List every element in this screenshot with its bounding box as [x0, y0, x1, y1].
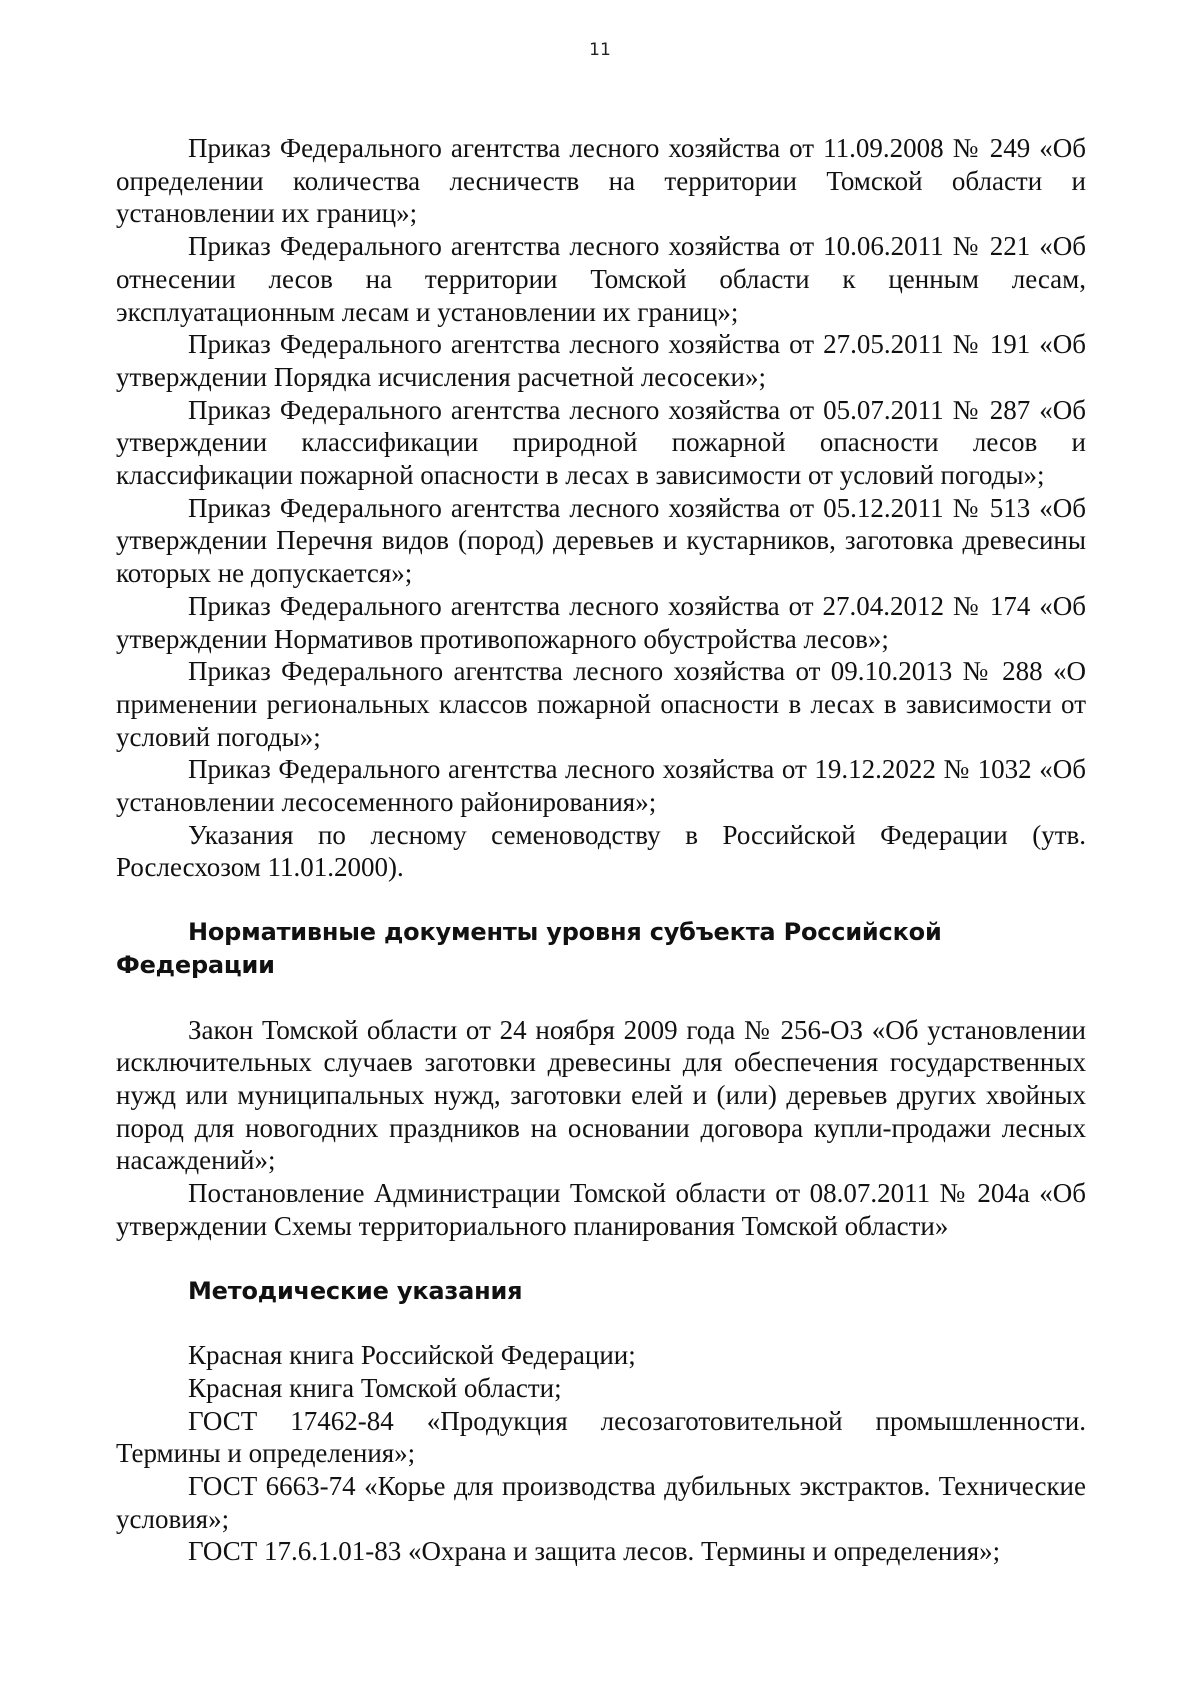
methodical-heading: Методические указания — [188, 1276, 523, 1305]
federal-item: Приказ Федерального агентства лесного хозяйства от 27.05.2011 № 191 «Об утверждении Порядка исчисления расчетной лесосеки»; — [116, 329, 1086, 392]
federal-item: Приказ Федерального агентства лесного хозяйства от 09.10.2013 № 288 «О применении региональных классов пожарной опасности в лесах в зависимости от условий погоды»; — [116, 656, 1086, 752]
regional-heading: Нормативные документы уровня субъекта Российской Федерации — [116, 918, 942, 979]
federal-item: Приказ Федерального агентства лесного хозяйства от 05.12.2011 № 513 «Об утверждении Перечня видов (пород) деревьев и кустарников, заготовка древесины которых не допускается»; — [116, 492, 1086, 589]
regional-item: Постановление Администрации Томской области от 08.07.2011 № 204а «Об утверждении Схемы территориального планирования Томской области» — [116, 1178, 1086, 1241]
page-number: 11 — [589, 40, 611, 60]
methodical-item: ГОСТ 17462-84 «Продукция лесозаготовительной промышленности. Термины и определения»; — [116, 1405, 1086, 1469]
federal-item: Приказ Федерального агентства лесного хозяйства от 19.12.2022 № 1032 «Об установлении лесосеменного районирования»; — [116, 754, 1086, 818]
methodical-item: Красная книга Томской области; — [188, 1372, 562, 1403]
federal-item: Указания по лесному семеноводству в Российской Федерации (утв. Рослесхозом 11.01.2000). — [116, 819, 1086, 883]
federal-item: Приказ Федерального агентства лесного хозяйства от 05.07.2011 № 287 «Об утверждении классификации природной пожарной опасности лесов и классификации пожарной опасности в лесах в зависимости от условий погоды»; — [116, 394, 1086, 491]
section-gap — [116, 884, 1086, 916]
methodical-item: ГОСТ 6663-74 «Корье для производства дубильных экстрактов. Технические условия»; — [116, 1471, 1086, 1534]
section-gap — [116, 1307, 1086, 1339]
regional-item: Закон Томской области от 24 ноября 2009 года № 256-ОЗ «Об установлении исключительных случаев заготовки древесины для обеспечения государственных нужд или муниципальных нужд, заготовки елей и (или) деревьев других хвойных пород для новогодних праздников на основании договора купли-продажи лесных насаждений»; — [116, 1014, 1086, 1176]
section-gap — [116, 982, 1086, 1014]
methodical-item: Красная книга Российской Федерации; — [188, 1340, 636, 1371]
federal-item: Приказ Федерального агентства лесного хозяйства от 11.09.2008 № 249 «Об определении количества лесничеств на территории Томской области и установлении их границ»; — [116, 133, 1086, 229]
page-content — [116, 132, 1086, 1568]
section-gap — [116, 1243, 1086, 1275]
federal-item: Приказ Федерального агентства лесного хозяйства от 10.06.2011 № 221 «Об отнесении лесов на территории Томской области к ценным лесам, эксплуатационным лесам и установлении их границ»; — [116, 231, 1086, 327]
methodical-item: ГОСТ 17.6.1.01-83 «Охрана и защита лесов. Термины и определения»; — [188, 1536, 1001, 1567]
federal-item: Приказ Федерального агентства лесного хозяйства от 27.04.2012 № 174 «Об утверждении Нормативов противопожарного обустройства лесов»; — [116, 590, 1086, 654]
